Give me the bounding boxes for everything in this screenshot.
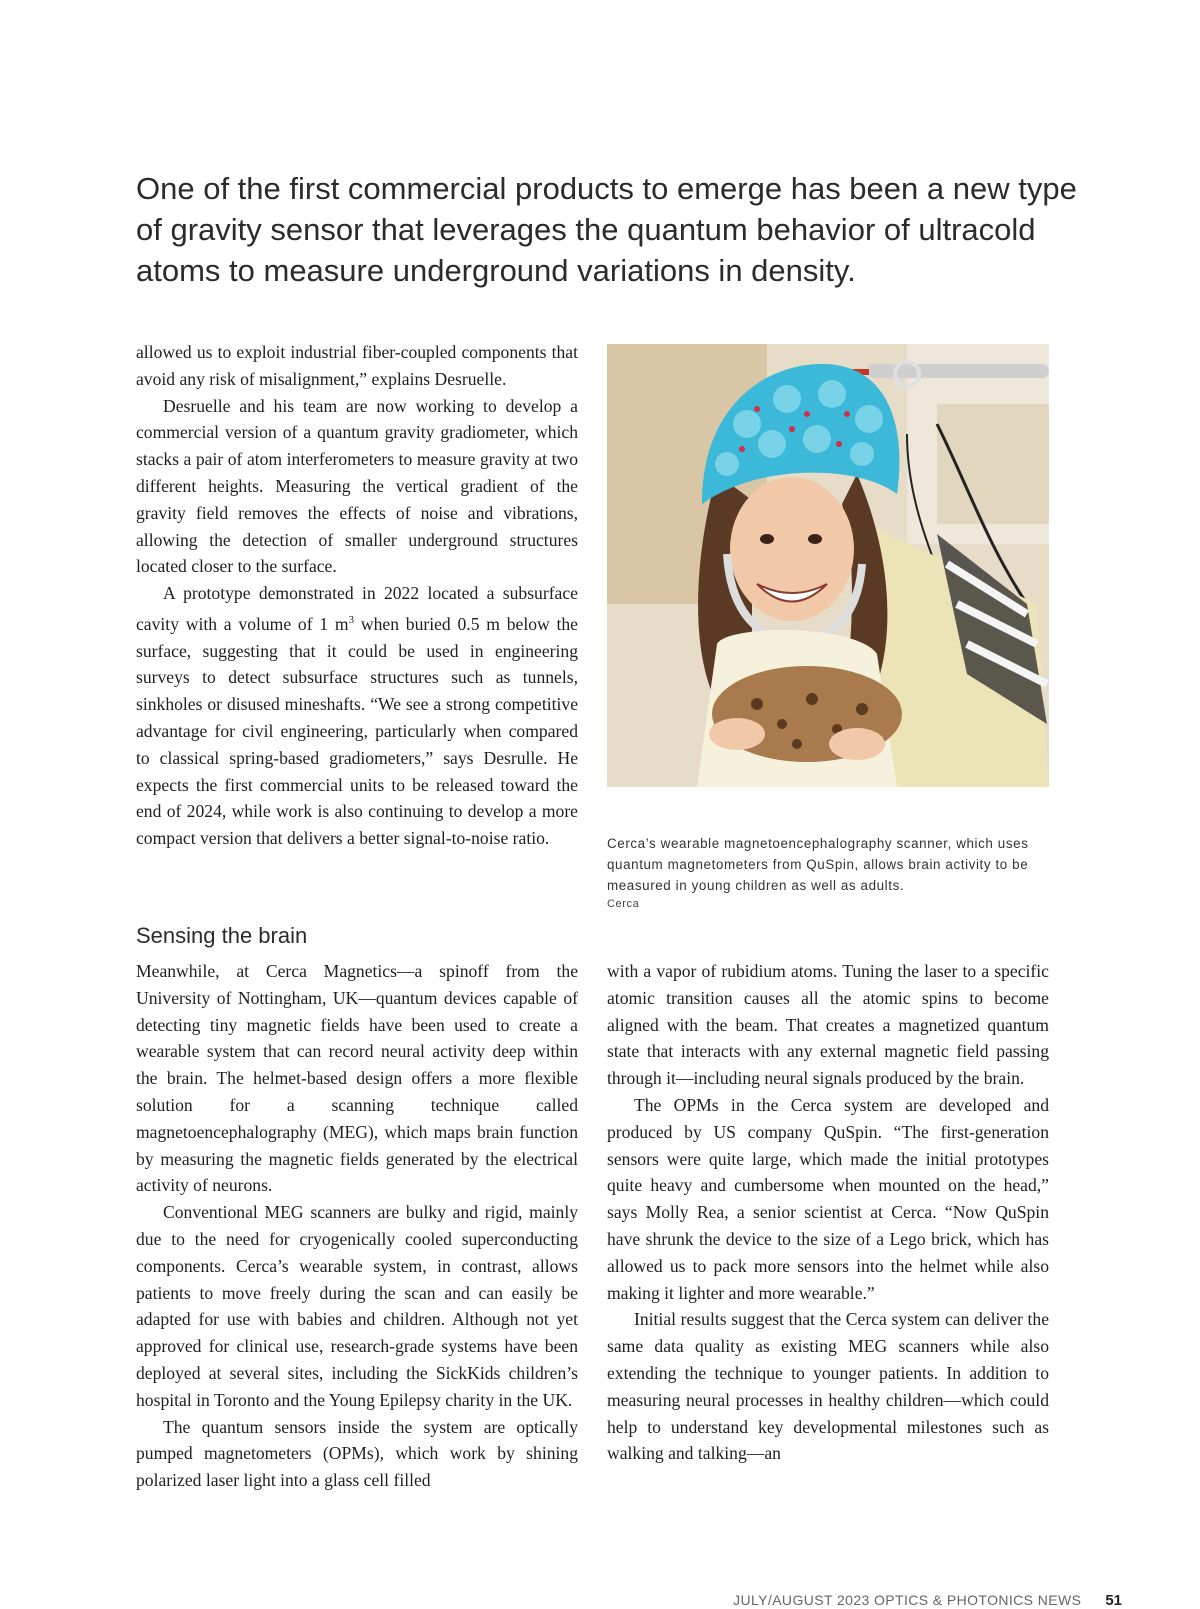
figure-credit: Cerca (607, 898, 640, 910)
paragraph: Meanwhile, at Cerca Magnetics—a spinoff from the University of Nottingham, UK—quantum devices capable of detecting tiny magnetic fields have been used to create a wearable system that can record neural activity deep within the brain. The helmet-based design offers a more flexible solution for a scanning technique called magnetoencephalography (MEG), which maps brain function by measuring the magnetic fields generated by the electrical activity of neurons. (136, 961, 578, 1196)
paragraph: Desruelle and his team are now working to develop a commercial version of a quantum gravity gradiometer, which stacks a pair of atom interferometers to measure gravity at two different heights. Measuring the vertical gradient of the gravity field removes the effects of noise and vibrations, allowing the detection of smaller underground structures located closer to the surface. (136, 395, 578, 577)
article-column-right-bottom (607, 958, 1049, 1467)
pull-quote: One of the first commercial products to emerge has been a new type of gravity sensor that leverages the quantum behavior of ultracold atoms to measure underground variations in density. (136, 171, 1077, 288)
paragraph: with a vapor of rubidium atoms. Tuning the laser to a specific atomic transition causes all the atomic spins to become aligned with the beam. That creates a magnetized quantum state that interacts with any external magnetic field passing through it—including neural signals produced by the brain. (607, 961, 1049, 1089)
superscript: 3 (348, 613, 355, 626)
figure-caption: Cerca’s wearable magnetoencephalography scanner, which uses quantum magnetometers from QuSpin, allows brain activity to be measured in young children as well as adults. (607, 836, 1029, 893)
article-column-left-top (136, 339, 578, 852)
figure-photo (607, 344, 1049, 787)
article-column-left-bottom (136, 958, 578, 1494)
paragraph-text: when buried 0.5 m below the surface, suggesting that it could be used in engineering surveys to detect subsurface structures such as tunnels, sinkholes or disused mineshafts. “We see a strong competitive advantage for civil engineering, particularly when compared to classical spring-based gradiometers,” says Desrulle. He expects the first commercial units to be released toward the end of 2024, while work is also continuing to develop a more compact version that delivers a better signal-to-noise ratio. (136, 613, 578, 849)
paragraph-text: A prototype demonstrated in 2022 located a subsurface cavity with a volume of 1 m (136, 583, 578, 634)
paragraph: The quantum sensors inside the system are optically pumped magnetometers (OPMs), which work by shining polarized laser light into a glass cell filled (136, 1416, 578, 1491)
child-with-meg-helmet-illustration (607, 344, 1049, 787)
paragraph: allowed us to exploit industrial fiber-coupled components that avoid any risk of misalignment,” explains Desruelle. (136, 342, 578, 389)
page-footer (733, 1592, 1122, 1609)
paragraph (136, 580, 578, 852)
section-heading: Sensing the brain (136, 923, 308, 948)
paragraph: The OPMs in the Cerca system are developed and produced by US company QuSpin. “The first-generation sensors were quite large, which made the initial prototypes quite heavy and cumbersome when mounted on the head,” says Molly Rea, a senior scientist at Cerca. “Now QuSpin have shrunk the device to the size of a Lego brick, which has allowed us to pack more sensors into the helmet while also making it lighter and more wearable.” (607, 1094, 1049, 1303)
page-number: 51 (1105, 1592, 1122, 1609)
journal-name: JULY/AUGUST 2023 OPTICS & PHOTONICS NEWS (733, 1592, 1082, 1608)
paragraph: Initial results suggest that the Cerca system can deliver the same data quality as existing MEG scanners while also extending the technique to younger patients. In addition to measuring neural processes in healthy children—which could help to understand key developmental milestones such as walking and talking—an (607, 1309, 1049, 1464)
paragraph: Conventional MEG scanners are bulky and rigid, mainly due to the need for cryogenically cooled superconducting components. Cerca’s wearable system, in contrast, allows patients to move freely during the scan and can easily be adapted for use with babies and children. Although not yet approved for clinical use, research-grade systems have been deployed at several sites, including the SickKids children’s hospital in Toronto and the Young Epilepsy charity in the UK. (136, 1202, 578, 1410)
